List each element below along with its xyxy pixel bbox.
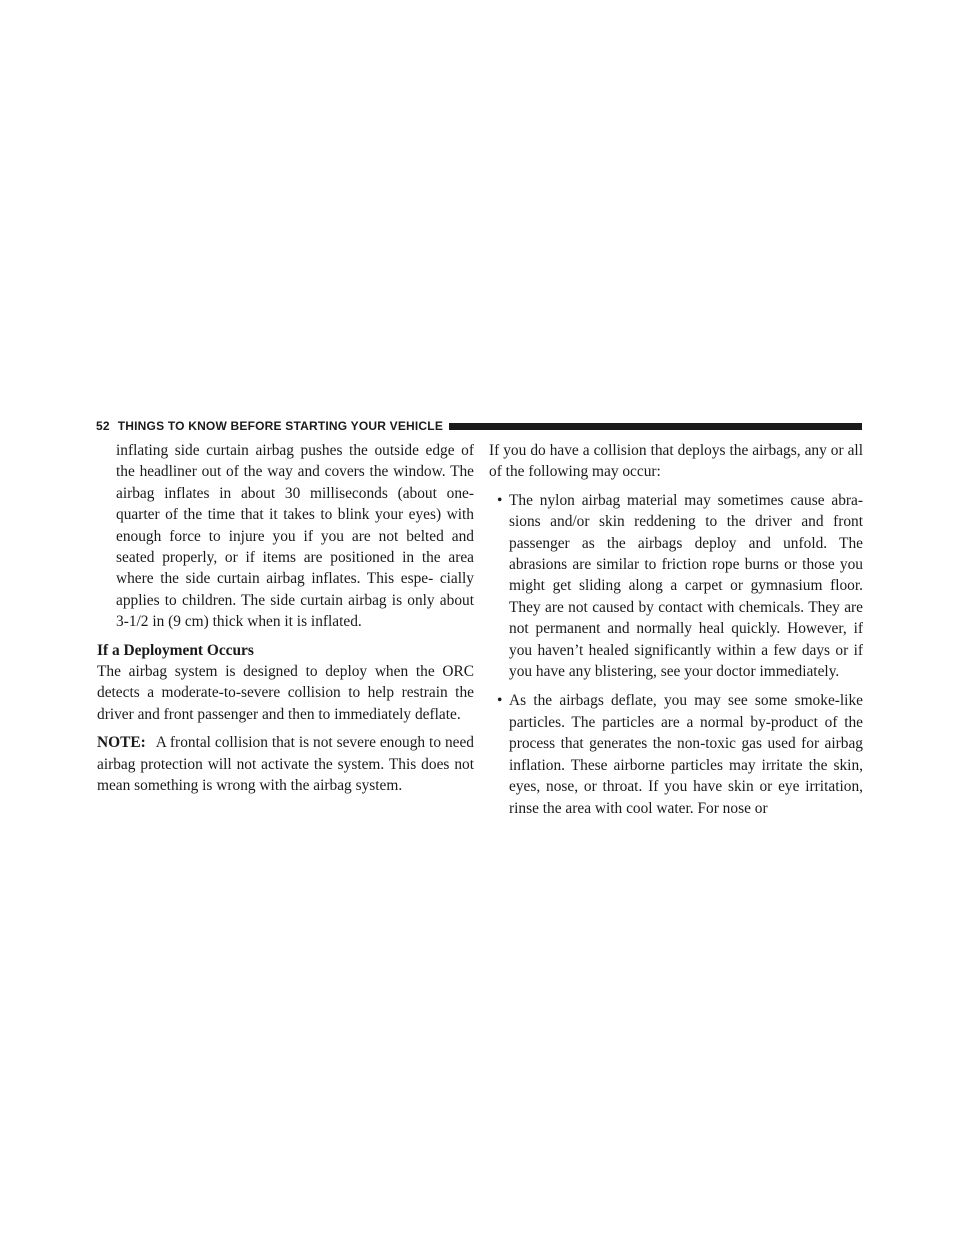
section-heading: If a Deployment Occurs xyxy=(97,641,254,659)
effects-list xyxy=(489,490,863,819)
page-number: 52 xyxy=(96,419,110,433)
list-item-text: As the airbags deflate, you may see some smoke-like particles. The particles are a normal by-product of the process that generates the non-toxic gas used for airbag inflation. These airborne particles may irritate the skin, eyes, nose, or throat. If you have skin or eye irritation, rinse the area with cool water. For nose or xyxy=(509,692,863,817)
note-label: NOTE: xyxy=(97,734,146,752)
list-item xyxy=(489,690,863,818)
continued-paragraph: inflating side curtain airbag pushes the outside edge of the headliner out of the way and covers the window. The airbag inflates in about 30 milliseconds (about one-quarter of the time that it takes to blink your eyes) with enough force to injure you if you are not belted and seated properly, or if items are positioned in the area where the side curtain airbag inflates. This espe- cially applies to children. The side curtain airbag is only about 3-1/2 in (9 cm) thick when it is inflated. xyxy=(116,442,474,631)
page-header xyxy=(96,418,862,434)
note-paragraph xyxy=(97,732,474,796)
deployment-paragraph: The airbag system is designed to deploy when the ORC detects a moderate-to-severe collision to help restrain the driver and front passenger and then to immediately deflate. xyxy=(97,663,474,723)
left-column xyxy=(97,440,474,797)
intro-paragraph: If you do have a collision that deploys the airbags, any or all of the following may occur: xyxy=(489,442,863,481)
section-title: THINGS TO KNOW BEFORE STARTING YOUR VEHICLE xyxy=(117,419,444,433)
header-rule xyxy=(449,423,862,430)
right-column xyxy=(489,440,863,827)
list-item xyxy=(489,490,863,683)
bullet-icon: • xyxy=(497,491,503,509)
list-item-text: The nylon airbag material may sometimes cause abra- sions and/or skin reddening to the driver and front passenger as the airbags deploy and unfold. The abrasions are similar to friction rope burns or those you might get sliding along a carpet or gymnasium floor. They are not caused by contact with chemicals. They are not permanent and normally heal quickly. However, if you haven’t healed significantly within a few days or if you have any blistering, see your doctor immediately. xyxy=(509,491,863,681)
bullet-icon: • xyxy=(497,692,503,710)
note-text: A frontal collision that is not severe enough to need airbag protection will not activate the system. This does not mean something is wrong with the airbag system. xyxy=(97,734,474,795)
